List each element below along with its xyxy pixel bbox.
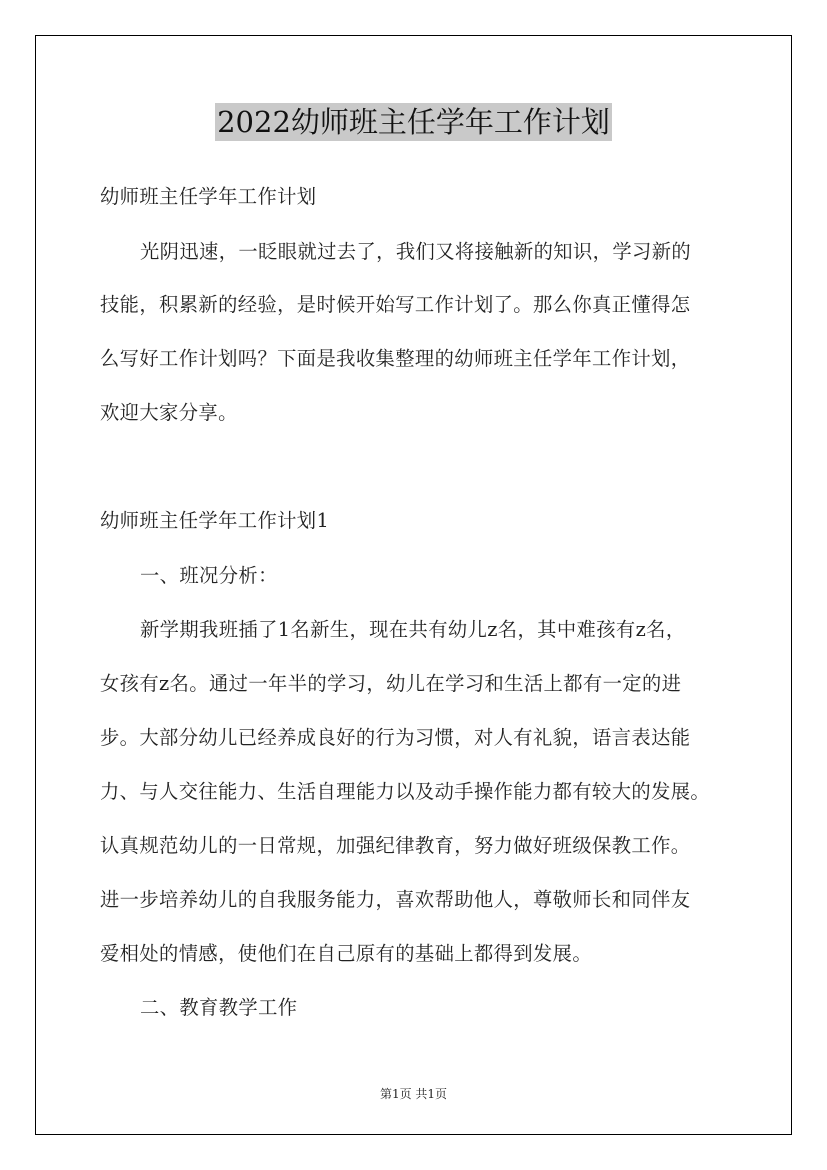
paragraph-line: 认真规范幼儿的一日常规，加强纪律教育，努力做好班级保教工作。 <box>100 834 691 857</box>
heading-class-analysis: 一、班况分析： <box>140 564 278 587</box>
page-footer: 第1页 共1页 <box>379 1087 448 1101</box>
document-title: 2022幼师班主任学年工作计划 <box>217 105 610 139</box>
intro-line: 么写好工作计划吗？下面是我收集整理的幼师班主任学年工作计划， <box>100 347 691 370</box>
paragraph-line: 爱相处的情感，使他们在自己原有的基础上都得到发展。 <box>100 942 593 965</box>
paragraph-line: 新学期我班插了1名新生，现在共有幼儿z名，其中难孩有z名， <box>140 618 686 641</box>
paragraph-line: 力、与人交往能力、生活自理能力以及动手操作能力都有较大的发展。 <box>100 780 711 803</box>
paragraph-line: 女孩有z名。通过一年半的学习，幼儿在学习和生活上都有一定的进 <box>100 672 682 695</box>
intro-line: 技能，积累新的经验，是时候开始写工作计划了。那么你真正懂得怎 <box>100 293 691 316</box>
heading-teaching-work: 二、教育教学工作 <box>140 996 298 1019</box>
intro-line: 欢迎大家分享。 <box>100 401 238 424</box>
subtitle: 幼师班主任学年工作计划 <box>100 185 317 208</box>
section-title: 幼师班主任学年工作计划1 <box>100 509 330 532</box>
paragraph-line: 进一步培养幼儿的自我服务能力，喜欢帮助他人，尊敬师长和同伴友 <box>100 888 691 911</box>
paragraph-line: 步。大部分幼儿已经养成良好的行为习惯，对人有礼貌，语言表达能 <box>100 726 691 749</box>
intro-line: 光阴迅速，一眨眼就过去了，我们又将接触新的知识，学习新的 <box>140 240 692 263</box>
